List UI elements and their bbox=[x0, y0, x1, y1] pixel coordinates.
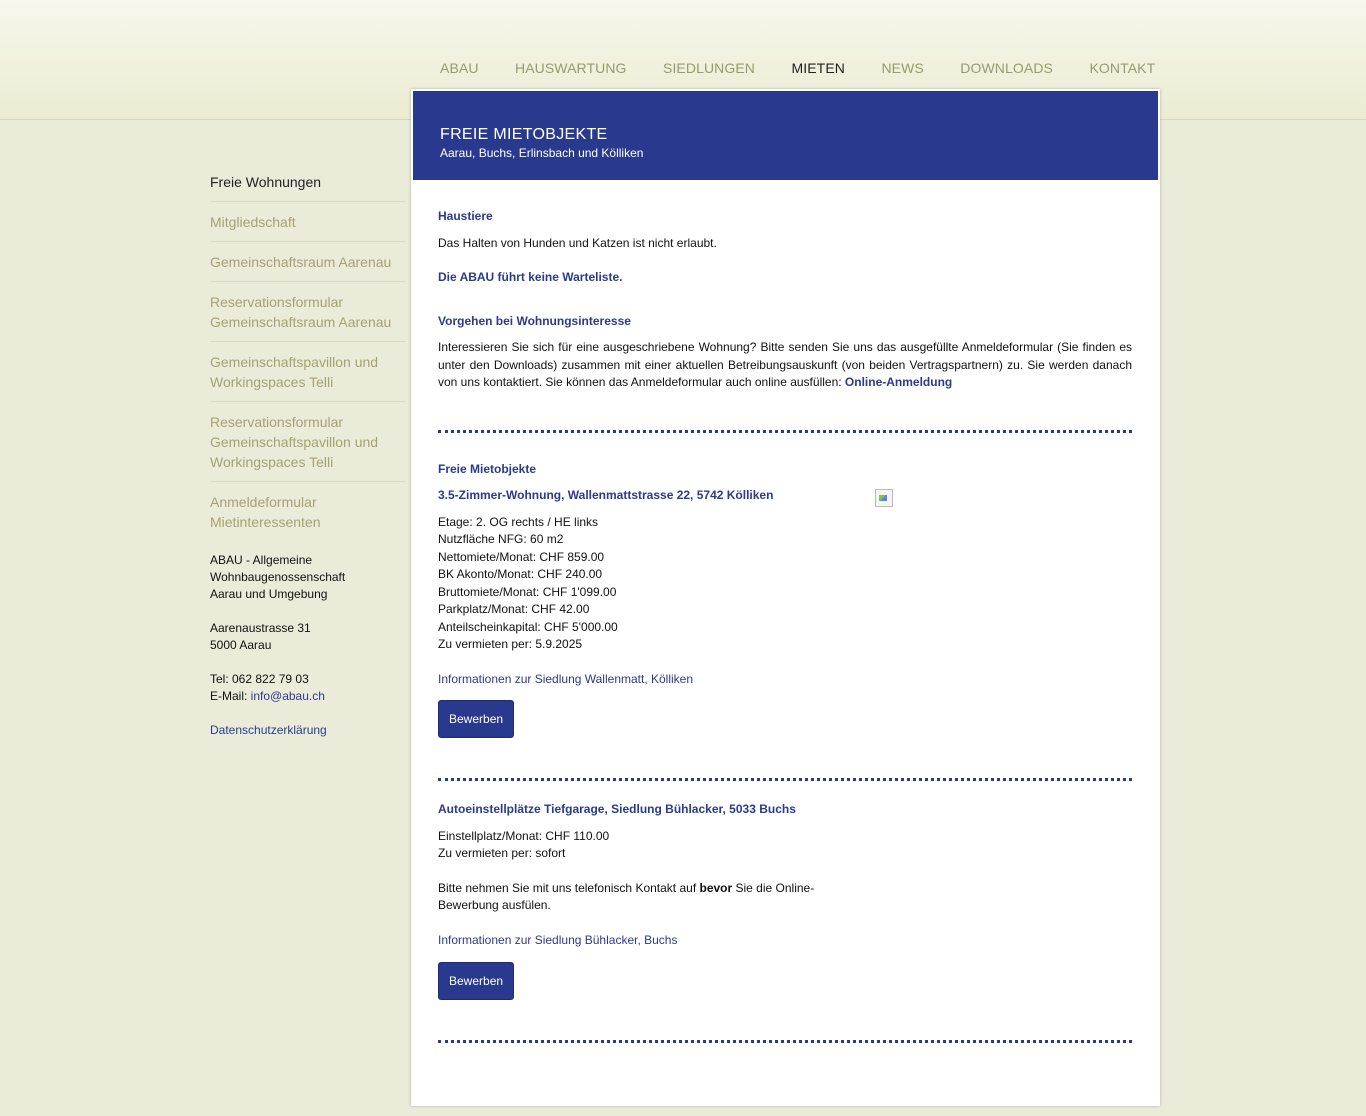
main-nav bbox=[424, 60, 1171, 80]
content-box bbox=[411, 89, 1160, 1106]
listing-details bbox=[438, 514, 1132, 654]
apply-button-apartment[interactable]: Bewerben bbox=[438, 700, 514, 738]
listing-detail: Zu vermieten per: 5.9.2025 bbox=[438, 637, 583, 651]
info-link-wallenmatt[interactable]: Informationen zur Siedlung Wallenmatt, Kölliken bbox=[438, 671, 694, 686]
listing-detail: BK Akonto/Monat: CHF 240.00 bbox=[438, 567, 603, 581]
pets-heading: Haustiere bbox=[438, 209, 493, 223]
sidebar-item-anmeldeformular[interactable]: Anmeldeformular Mietinteressenten bbox=[210, 494, 321, 530]
listing-parking bbox=[438, 801, 1132, 1000]
listing-title: Autoeinstellplätze Tiefgarage, Siedlung Bühlacker, 5033 Buchs bbox=[438, 802, 796, 816]
nav-item-kontakt[interactable]: KONTAKT bbox=[1089, 60, 1156, 76]
listing-detail: Nettomiete/Monat: CHF 859.00 bbox=[438, 549, 605, 564]
address-line: ABAU - Allgemeine bbox=[210, 553, 313, 567]
sidebar-item-reservation-raum[interactable]: Reservationsformular Gemeinschaftsraum Aarenau bbox=[210, 288, 406, 342]
pets-text: Das Halten von Hunden und Katzen ist nicht erlaubt. bbox=[438, 235, 717, 250]
sidebar-item-reservation-pavillon[interactable]: Reservationsformular Gemeinschaftspavillon und Workingspaces Telli bbox=[210, 408, 406, 482]
sidebar-item-gemeinschaftsraum[interactable]: Gemeinschaftsraum Aarenau bbox=[210, 248, 406, 282]
free-objects-heading: Freie Mietobjekte bbox=[438, 461, 537, 476]
listing-details bbox=[438, 828, 1132, 863]
nav-item-hauswartung[interactable]: HAUSWARTUNG bbox=[514, 60, 627, 76]
note-emphasis: bevor bbox=[699, 880, 733, 895]
listing-detail: Anteilscheinkapital: CHF 5'000.00 bbox=[438, 619, 618, 634]
listing-title: 3.5-Zimmer-Wohnung, Wallenmattstrasse 22, 5742 Kölliken bbox=[438, 488, 774, 502]
listing-detail: Nutzfläche NFG: 60 m2 bbox=[438, 532, 564, 546]
address-phone: Tel: 062 822 79 03 bbox=[210, 672, 309, 686]
address-email-row bbox=[210, 688, 406, 705]
nav-item-mieten[interactable]: MIETEN bbox=[791, 60, 845, 76]
content-header bbox=[413, 91, 1158, 180]
address-city: 5000 Aarau bbox=[210, 638, 272, 652]
contact-note bbox=[438, 880, 838, 915]
section-divider bbox=[438, 430, 1132, 433]
apartment-image-icon bbox=[875, 489, 893, 507]
listing-detail: Parkplatz/Monat: CHF 42.00 bbox=[438, 602, 590, 616]
sidebar-item-mitgliedschaft[interactable]: Mitgliedschaft bbox=[210, 208, 406, 242]
sidebar-item-pavillon[interactable]: Gemeinschaftspavillon und Workingspaces Telli bbox=[210, 348, 406, 402]
listing-apartment bbox=[438, 487, 1132, 738]
listing-detail: Bruttomiete/Monat: CHF 1'099.00 bbox=[438, 584, 617, 599]
listing-detail: Zu vermieten per: sofort bbox=[438, 846, 566, 860]
listing-detail: Etage: 2. OG rechts / HE links bbox=[438, 514, 599, 529]
sidebar-item-freie-wohnungen[interactable]: Freie Wohnungen bbox=[210, 168, 406, 202]
address-line: Wohnbaugenossenschaft bbox=[210, 570, 346, 584]
email-label: E-Mail: bbox=[210, 689, 251, 703]
listing-detail: Einstellplatz/Monat: CHF 110.00 bbox=[438, 828, 610, 843]
note-text: Sie die Online-Bewerbung ausfülen. bbox=[438, 880, 815, 912]
address-street: Aarenaustrasse 31 bbox=[210, 621, 311, 635]
interest-heading: Vorgehen bei Wohnungsinteresse bbox=[438, 313, 631, 328]
content-body bbox=[438, 204, 1132, 1043]
nav-item-abau[interactable]: ABAU bbox=[440, 60, 479, 76]
address-line: Aarau und Umgebung bbox=[210, 587, 328, 601]
apply-button-parking[interactable]: Bewerben bbox=[438, 962, 514, 1000]
email-link[interactable]: info@abau.ch bbox=[250, 689, 325, 703]
nav-item-siedlungen[interactable]: SIEDLUNGEN bbox=[663, 60, 756, 76]
note-text: Bitte nehmen Sie mit uns telefonisch Kontakt auf bbox=[438, 880, 700, 895]
page-subtitle: Aarau, Buchs, Erlinsbach und Kölliken bbox=[440, 146, 644, 160]
nav-item-downloads[interactable]: DOWNLOADS bbox=[960, 60, 1053, 76]
interest-text bbox=[438, 339, 1132, 392]
info-link-buehlacker[interactable]: Informationen zur Siedlung Bühlacker, Buchs bbox=[438, 932, 678, 947]
interest-body: Interessieren Sie sich für eine ausgeschriebene Wohnung? Bitte senden Sie uns das ausgefüllte Anmeldeformular (Sie finden es unter den Downloads) zusammen mit einer aktuellen Betreibungsauskunft (von beiden Vertragspartnern) zu. Sie werden danach von uns kontaktiert. Sie können das Anmeldeformular auch online ausfüllen: bbox=[438, 340, 1132, 389]
online-registration-link[interactable]: Online-Anmeldung bbox=[844, 375, 953, 389]
page-title: FREIE MIETOBJEKTE bbox=[440, 126, 608, 143]
waitlist-note: Die ABAU führt keine Warteliste. bbox=[438, 270, 623, 284]
section-divider bbox=[438, 778, 1132, 781]
nav-item-news[interactable]: NEWS bbox=[881, 60, 924, 76]
address-block bbox=[210, 552, 406, 739]
sidebar bbox=[210, 168, 406, 547]
privacy-link[interactable]: Datenschutzerklärung bbox=[210, 723, 327, 737]
section-divider bbox=[438, 1040, 1132, 1043]
